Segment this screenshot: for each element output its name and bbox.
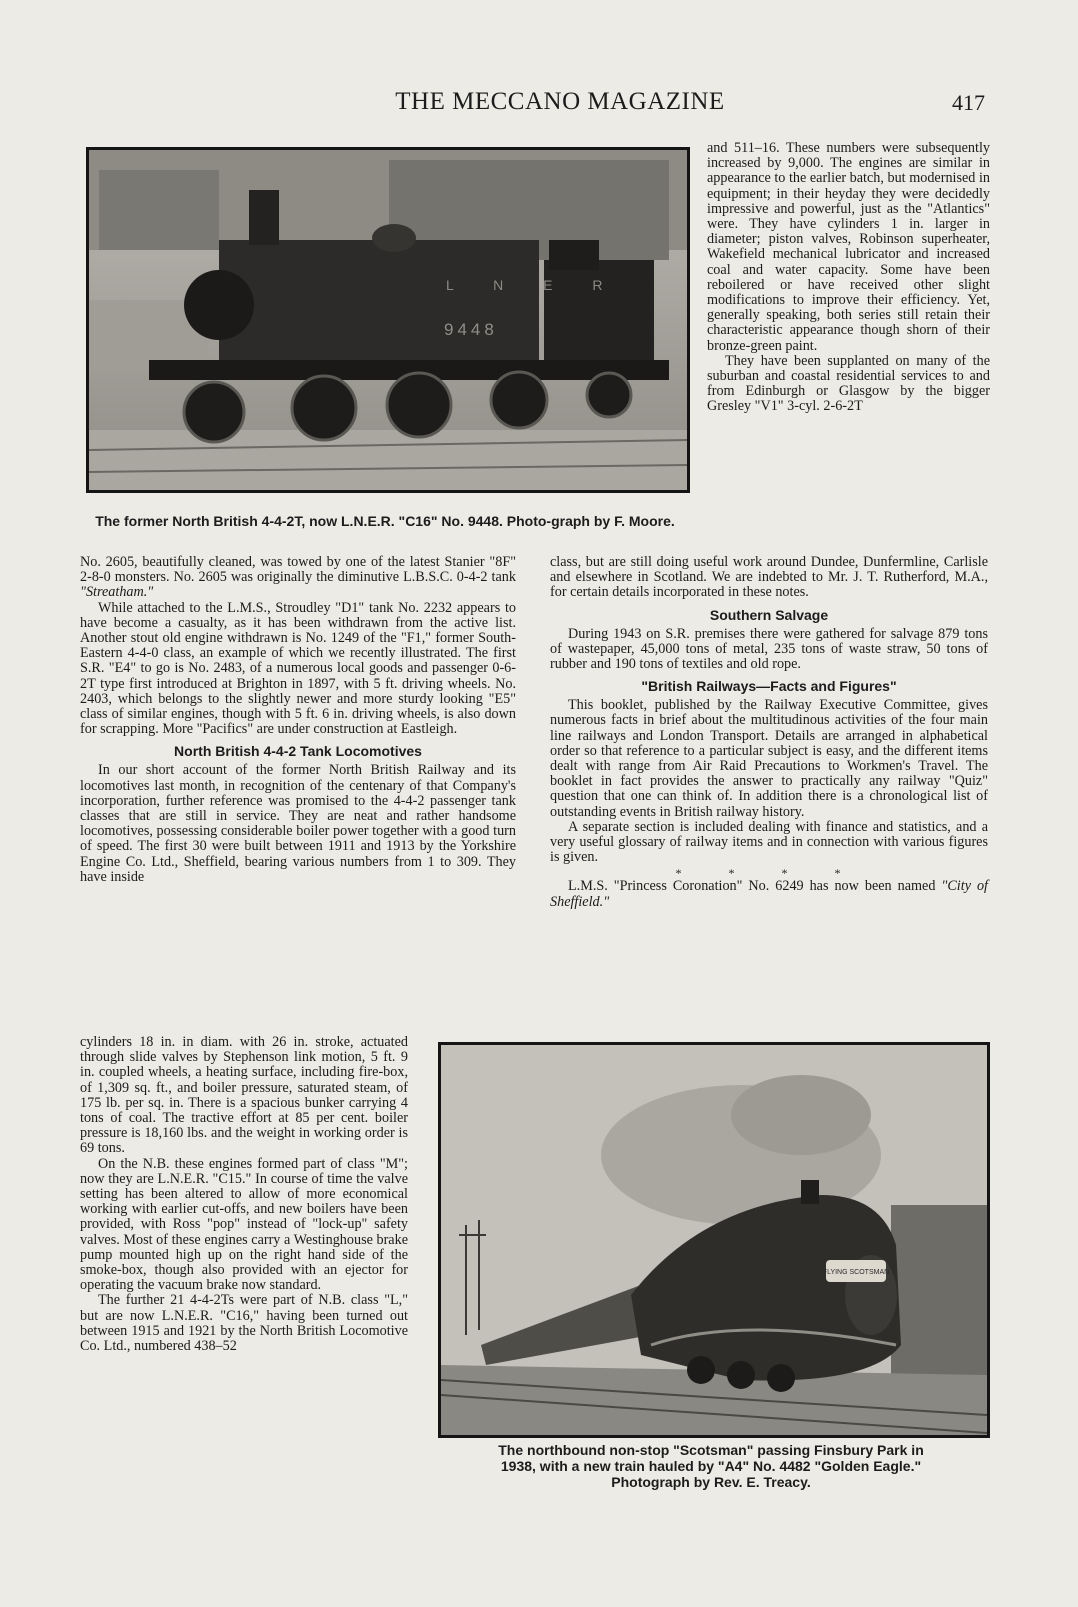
page-number: 417 — [952, 90, 985, 115]
paragraph: They have been supplanted on many of the suburban and coastal residential services to and from Edinburgh or Glasgow by the bigger Gresley "V1" 3-cyl. 2-6-2T — [707, 352, 990, 415]
tank-locomotive-photo — [86, 147, 690, 493]
section-heading: Southern Salvage — [709, 606, 829, 623]
paragraph: A separate section is included dealing with finance and statistics, and a very useful glossary of railway items and in connection with various figures is given. — [550, 818, 988, 866]
running-title: THE MECCANO MAGAZINE — [395, 88, 725, 115]
paragraph — [80, 555, 516, 601]
section-heading: North British 4-4-2 Tank Locomotives — [174, 743, 422, 760]
top-photo-caption: The former North British 4-4-2T, now L.N.E.R. "C16" No. 9448. Photo-graph by F. Moore. — [95, 513, 675, 529]
right-column-upper — [707, 141, 990, 415]
caption-line: 1938, with a new train hauled by "A4" No. 4482 "Golden Eagle." — [500, 1458, 922, 1474]
paragraph: On the N.B. these engines formed part of class "M"; now they are L.N.E.R. "C15." In course of time the valve setting has been altered to allow of more economical working with earlier cut-offs, and new boilers have been provided, with Ross "pop" instead of "lock-up" safety valves. Most of these engines carry a Westinghouse brake pump mounted high up on the right hand side of the smoke-box, though also provided with an ejector for operating the vacuum brake now standard. — [80, 1155, 408, 1294]
left-column-narrow — [80, 1035, 408, 1354]
right-column-lower — [550, 555, 988, 910]
express-train-photo — [438, 1042, 990, 1438]
tank-locomotive-illustration — [89, 150, 687, 490]
section-heading: "British Railways—Facts and Figures" — [641, 678, 897, 695]
bottom-photo-caption — [432, 1442, 990, 1490]
paragraph: and 511–16. These numbers were subsequently increased by 9,000. The engines are similar in appearance to the earlier batch, but modernised in equipment; in their heyday they were decidedly impressive and powerful, just as the "Atlantics" were. They have cylinders 1 in. larger in diameter; piston valves, Robinson superheater, Wakefield mechanical lubricator and increased coal and water capacity. Some have been reboilered or have received other slight modifications to improve their efficiency. Yet, generally speaking, both series still retain their characteristic appearance though shorn of their bronze-green paint. — [707, 140, 990, 354]
company-lettering: L N E R — [446, 277, 621, 293]
headboard-text: FLYING SCOTSMAN — [822, 1269, 890, 1276]
caption-line: The northbound non-stop "Scotsman" passing Finsbury Park in — [498, 1442, 924, 1458]
paragraph: class, but are still doing useful work around Dundee, Dunfermline, Carlisle and elsewhere in Scotland. We are indebted to Mr. J. T. Rutherford, M.A., for certain details incorporated in these notes. — [550, 554, 988, 601]
engine-name: "City of Sheffield." — [550, 878, 988, 910]
paragraph: cylinders 18 in. in diam. with 26 in. stroke, actuated through slide valves by Stephenson link motion, 5 ft. 9 in. coupled wheels, a heating surface, including fire-box, of 1,309 sq. ft., and boiler pressure, saturated steam, of 175 lb. per sq. in. There is a spacious bunker carrying 4 tons of coal. The tractive effort at 85 per cent. boiler pressure is 18,160 lbs. and the weight in working order is 69 tons. — [80, 1034, 408, 1157]
paragraph: In our short account of the former North British Railway and its locomotives last month, in recognition of the centenary of that Company's incorporation, further reference was promised to the 4-4-2 passenger tank classes that are still in service. They are neat and rather handsome locomotives, possessing considerable boiler power together with a good turn of speed. The first 30 were built between 1911 and 1913 by the Yorkshire Engine Co. Ltd., Sheffield, bearing various numbers from 1 to 309. They have inside — [80, 762, 516, 885]
paragraph-text: L.M.S. "Princess Coronation" No. 6249 has now been named — [568, 878, 942, 895]
paragraph: During 1943 on S.R. premises there were gathered for salvage 879 tons of wastepaper, 45,000 tons of metal, 235 tons of waste straw, 50 tons of rubber and 190 tons of textiles and old rope. — [550, 625, 988, 673]
engine-name: "Streatham." — [80, 584, 154, 601]
paragraph: While attached to the L.M.S., Stroudley "D1" tank No. 2232 appears to have become a casualty, as it has been withdrawn from the active list. Another stout old engine withdrawn is No. 1249 of the "F1," former South-Eastern 4-4-0 class, an example of which we recently illustrated. The first S.R. "E4" to go is No. 2483, of a numerous local goods and passenger 0-6-2T type first introduced at Brighton in 1897, with 5 ft. driving wheels. No. 2403, which belongs to the slightly newer and more sturdy looking "E5" class of similar engines, though with 5 ft. 6 in. driving wheels, is also down for scrapping. More "Pacifics" are under construction at Eastleigh. — [80, 599, 516, 738]
section-divider: * * * * — [675, 866, 863, 881]
paragraph: The further 21 4-4-2Ts were part of N.B. class "L," but are now L.N.E.R. "C16," having been turned out between 1915 and 1921 by the North British Locomotive Co. Ltd., numbered 438–52 — [80, 1292, 408, 1355]
left-column — [80, 555, 516, 885]
paragraph: This booklet, published by the Railway Executive Committee, gives numerous facts in brief about the multitudinous activities of the four main line railways and London Transport. Details are arranged in alphabetical order so that reference to a particular subject is easy, and the different items dealt with range from Air Raid Precautions to Workmen's Travel. The booklet in fact provides the answer to practically any railway "Quiz" question that one can think of. In addition there is a chronological list of outstanding events in British railway history. — [550, 697, 988, 820]
express-train-illustration — [441, 1045, 987, 1435]
paragraph — [550, 879, 988, 909]
caption-line: Photograph by Rev. E. Treacy. — [611, 1474, 811, 1490]
paragraph-text: No. 2605, beautifully cleaned, was towed by one of the latest Stanier "8F" 2-8-0 monsters. No. 2605 was originally the diminutive L.B.S.C. 0-4-2 tank — [80, 554, 516, 586]
loco-number: 9448 — [444, 320, 498, 339]
